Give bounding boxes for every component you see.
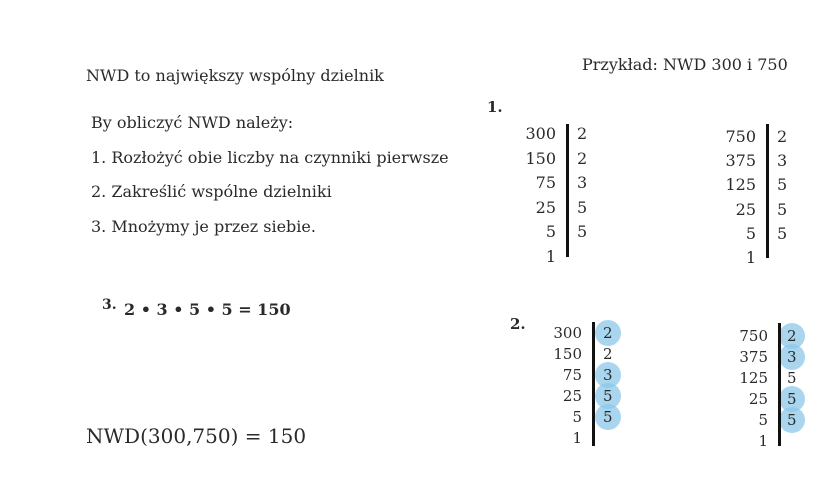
dividend-value: 75 — [562, 366, 582, 384]
divisor-value: 5 — [603, 408, 613, 426]
dividend-value: 5 — [745, 223, 756, 243]
dividend-value: 1 — [545, 246, 556, 266]
divisor-value: 5 — [787, 411, 797, 429]
divisor-value: 3 — [603, 366, 613, 384]
dividend-value: 1 — [572, 429, 582, 447]
product-equation: 2 • 3 • 5 • 5 = 150 — [124, 300, 291, 319]
dividend-value: 125 — [739, 369, 768, 387]
division-bar — [566, 124, 569, 257]
step3-label: 3. — [102, 297, 117, 313]
dividend-value: 125 — [725, 175, 756, 195]
dividend-value: 5 — [758, 411, 768, 429]
dividend-value: 375 — [739, 348, 768, 366]
dividend-value: 25 — [735, 199, 756, 219]
divisor-value: 5 — [577, 222, 588, 241]
section2-label: 2. — [510, 315, 526, 333]
divisor-value: 2 — [577, 148, 588, 168]
divisor-value: 5 — [777, 199, 788, 219]
section1-label: 1. — [487, 98, 503, 116]
dividend-value: 1 — [745, 248, 756, 267]
step-2: 2. Zakreślić wspólne dzielniki — [91, 182, 332, 201]
divisor-value: 5 — [777, 175, 788, 195]
example-title: Przykład: NWD 300 i 750 — [582, 55, 788, 74]
dividend-value: 300 — [525, 124, 556, 143]
dividend-value: 1 — [758, 432, 768, 450]
divisor-value: 5 — [603, 387, 613, 405]
division-bar — [766, 124, 769, 258]
divisor-value: 5 — [787, 369, 797, 387]
step-3: 3. Mnożymy je przez siebie. — [91, 217, 316, 236]
divisor-value: 5 — [577, 197, 588, 217]
dividend-value: 25 — [535, 197, 556, 217]
divisor-value: 2 — [603, 324, 613, 342]
divisor-value: 3 — [777, 151, 788, 171]
step-1: 1. Rozłożyć obie liczby na czynniki pierwsze — [91, 148, 449, 167]
dividend-value: 150 — [525, 148, 556, 168]
dividend-value: 75 — [535, 173, 556, 192]
division-bar — [592, 322, 595, 446]
dividend-value: 25 — [562, 387, 582, 405]
divisor-value: 2 — [787, 327, 797, 345]
divisor-value: 2 — [577, 124, 588, 143]
divisor-value: 3 — [577, 173, 588, 192]
divisor-value: 2 — [603, 345, 613, 363]
dividend-value: 25 — [748, 390, 768, 408]
result-equation: NWD(300,750) = 150 — [86, 424, 307, 448]
dividend-value: 375 — [725, 151, 756, 171]
definition-text: NWD to największy wspólny dzielnik — [86, 66, 384, 85]
dividend-value: 300 — [553, 324, 582, 342]
dividend-value: 5 — [545, 222, 556, 241]
divisor-value: 3 — [787, 348, 797, 366]
divisor-value: 5 — [777, 223, 788, 243]
dividend-value: 750 — [739, 327, 768, 345]
divisor-value: 5 — [787, 390, 797, 408]
dividend-value: 750 — [725, 127, 756, 146]
divisor-value: 2 — [777, 127, 788, 146]
steps-title: By obliczyć NWD należy: — [91, 113, 294, 132]
division-bar — [778, 323, 781, 446]
dividend-value: 5 — [572, 408, 582, 426]
dividend-value: 150 — [553, 345, 582, 363]
